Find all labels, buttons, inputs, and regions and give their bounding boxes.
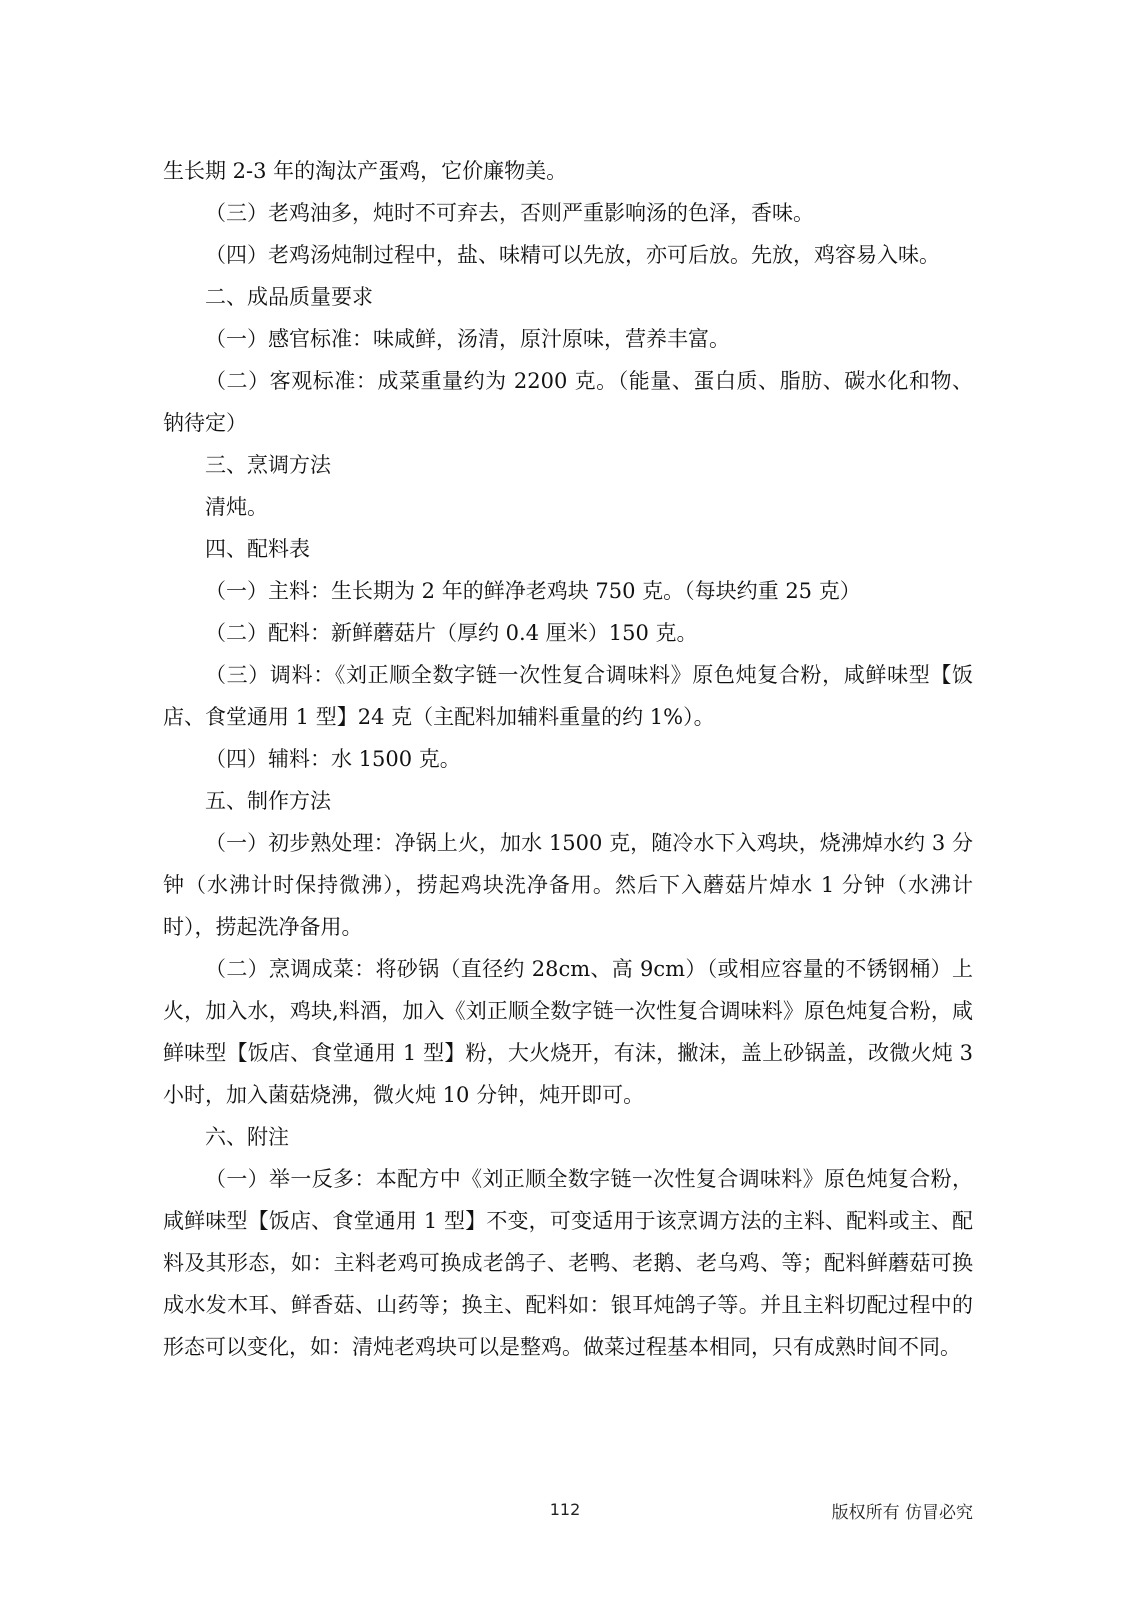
paragraph: 清炖。 xyxy=(205,495,268,519)
paragraph: （三）调料：《刘正顺全数字链一次性复合调味料》原色炖复合粉，咸鲜味型【饭店、食堂通用 1 型】24 克（主配料加辅料重量的约 1%）。 xyxy=(163,663,973,729)
paragraph: （一）初步熟处理：净锅上火，加水 1500 克，随冷水下入鸡块，烧沸焯水约 3 分钟（水沸计时保持微沸），捞起鸡块洗净备用。然后下入蘑菇片焯水 1 分钟（水沸计时），捞起洗净备用。 xyxy=(163,831,973,939)
paragraph: （三）老鸡油多，炖时不可弃去，否则严重影响汤的色泽，香味。 xyxy=(205,201,814,225)
paragraph: 生长期 2-3 年的淘汰产蛋鸡，它价廉物美。 xyxy=(163,159,568,183)
section-heading: 五、制作方法 xyxy=(205,789,331,813)
paragraph: （二）烹调成菜：将砂锅（直径约 28cm、高 9cm）（或相应容量的不锈钢桶）上火，加入水，鸡块,料酒，加入《刘正顺全数字链一次性复合调味料》原色炖复合粉，咸鲜味型【饭店、食堂通用 1 型】粉，大火烧开，有沫，撇沫，盖上砂锅盖，改微火炖 3 小时，加入菌菇烧沸，微火炖 10 分钟，炖开即可。 xyxy=(163,957,973,1107)
paragraph: （四）老鸡汤炖制过程中，盐、味精可以先放，亦可后放。先放，鸡容易入味。 xyxy=(205,243,940,267)
section-heading: 六、附注 xyxy=(205,1125,289,1149)
paragraph: （一）举一反多：本配方中《刘正顺全数字链一次性复合调味料》原色炖复合粉，咸鲜味型【饭店、食堂通用 1 型】不变，可变适用于该烹调方法的主料、配料或主、配料及其形态，如：主料老鸡可换成老鸽子、老鸭、老鹅、老乌鸡、等；配料鲜蘑菇可换成水发木耳、鲜香菇、山药等；换主、配料如：银耳炖鸽子等。并且主料切配过程中的形态可以变化，如：清炖老鸡块可以是整鸡。做菜过程基本相同，只有成熟时间不同。 xyxy=(163,1167,973,1359)
page-body xyxy=(163,150,973,1368)
paragraph: （一）主料：生长期为 2 年的鲜净老鸡块 750 克。（每块约重 25 克） xyxy=(205,579,861,603)
copyright-notice: 版权所有 仿冒必究 xyxy=(831,1503,973,1523)
paragraph: （二）客观标准：成菜重量约为 2200 克。（能量、蛋白质、脂肪、碳水化和物、钠待定） xyxy=(163,369,973,435)
page-number: 112 xyxy=(549,1500,581,1519)
paragraph: （四）辅料：水 1500 克。 xyxy=(205,747,461,771)
section-heading: 四、配料表 xyxy=(205,537,310,561)
section-heading: 二、成品质量要求 xyxy=(205,285,373,309)
section-heading: 三、烹调方法 xyxy=(205,453,331,477)
paragraph: （二）配料：新鲜蘑菇片（厚约 0.4 厘米）150 克。 xyxy=(205,621,698,645)
paragraph: （一）感官标准：味咸鲜，汤清，原汁原味，营养丰富。 xyxy=(205,327,730,351)
